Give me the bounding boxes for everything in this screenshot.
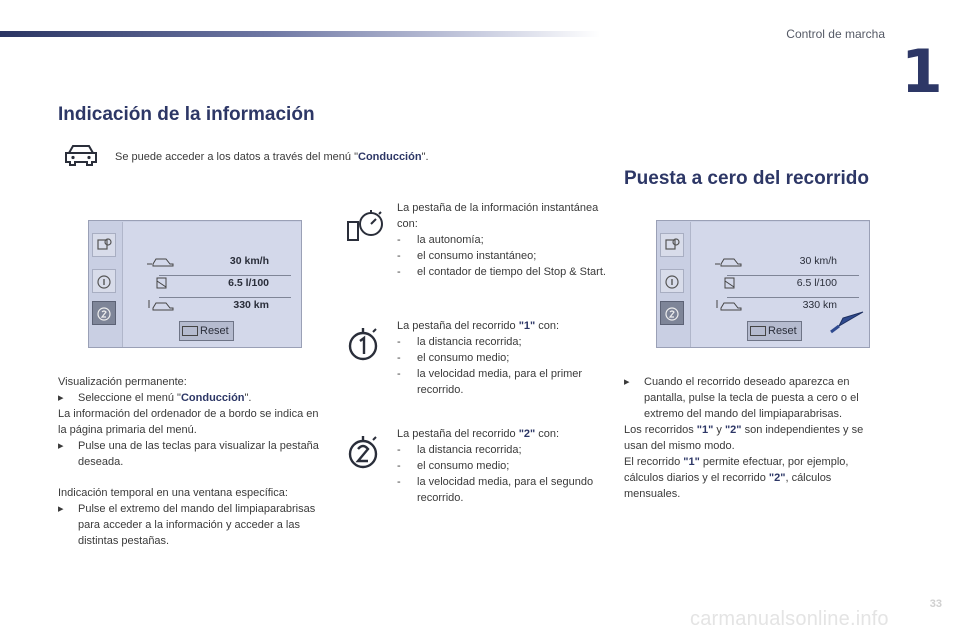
consumption-value: 6.5 l/100 [228,277,269,289]
tab-trip-1[interactable] [660,269,684,293]
permanent-heading: Visualización permanente: [58,376,187,388]
tab-trip-2-lead: La pestaña del recorrido "2" con: [397,428,560,440]
reset-label: Reset [768,325,797,337]
permanent-step-1: ▸ Seleccione el menú "Conducción". [58,392,252,404]
tab-trip-2[interactable] [660,301,684,325]
range-car-icon [715,298,745,312]
tab-instant-description [397,200,607,280]
trip-1-icon [93,270,115,292]
tab-instant-icon [93,234,115,256]
tab-instant-icon [661,234,683,256]
tab-trip-1-item: - la distancia recorrida; [397,336,522,348]
tab-instant[interactable] [92,233,116,257]
trips-usage-note: El recorrido "1" permite efectuar, por ejemplo, cálculos diarios y el recorrido "2", cálculos mensuales. [624,456,849,500]
temporary-heading: Indicación temporal en una ventana específica: [58,487,288,499]
row-consumption [701,274,859,296]
reset-icon [182,326,198,336]
row-speed [701,252,859,274]
car-icon [715,254,745,268]
tab-instant-lead: La pestaña de la información instantánea con: [397,202,599,230]
temporary-display-block [58,485,323,549]
fuel-icon [147,276,177,290]
tab-trip-1[interactable] [92,269,116,293]
tab-instant-item: - el consumo instantáneo; [397,250,537,262]
stopwatch-instant-icon [345,208,385,244]
speed-value: 30 km/h [799,255,837,267]
chapter-number: 1 [901,37,943,107]
reset-button[interactable] [179,321,234,341]
tab-trip-2[interactable] [92,301,116,325]
tab-trip-1-item: - la velocidad media, para el primer recorrido. [397,368,583,396]
stopwatch-trip-2-icon [346,434,380,470]
watermark: carmanualsonline.info [690,608,889,630]
tab-trip-2-item: - la velocidad media, para el segundo recorrido. [397,476,594,504]
fuel-icon [715,276,745,290]
row-speed [133,252,291,274]
trips-independent-note: Los recorridos "1" y "2" son independientes y se usan del mismo modo. [624,424,864,452]
car-menu-icon [63,143,99,167]
row-range [133,296,291,318]
running-header: Control de marcha [786,27,885,41]
tab-instant-item: - el contador de tiempo del Stop & Start. [397,266,606,278]
range-car-icon [147,298,177,312]
tab-trip-2-item: - el consumo medio; [397,460,510,472]
permanent-step-2: ▸ Pulse una de las teclas para visualizar la pestaña deseada. [58,440,319,468]
header-bar [0,31,600,37]
pointer-arrow-icon [829,310,865,334]
range-value: 330 km [233,299,269,311]
tab-instant[interactable] [660,233,684,257]
reset-button[interactable] [747,321,802,341]
trip-2-icon [93,302,115,324]
tab-trip-1-lead: La pestaña del recorrido "1" con: [397,320,560,332]
tab-trip-2-item: - la distancia recorrida; [397,444,522,456]
permanent-note: La información del ordenador de a bordo se indica en la página primaria del menú. [58,408,319,436]
tab-trip-1-description [397,318,607,398]
row-consumption [133,274,291,296]
page-number: 33 [929,598,942,610]
tab-trip-1-item: - el consumo medio; [397,352,510,364]
display-screen-right [656,220,870,348]
consumption-value: 6.5 l/100 [796,277,837,289]
screen-panel [690,222,869,347]
display-screen-left [88,220,302,348]
reset-label: Reset [200,325,229,337]
reset-step-1: ▸ Cuando el recorrido deseado aparezca en pantalla, pulse la tecla de puesta a cero o el extremo del mando del limpiaparabrisas. [624,376,859,420]
section-title-reset: Puesta a cero del recorrido [624,168,869,189]
reset-description [624,374,886,502]
intro-text: Se puede acceder a los datos a través del menú "Conducción". [115,151,429,163]
permanent-display-block [58,374,323,470]
section-title-information: Indicación de la información [58,104,315,125]
trip-1-icon [661,270,683,292]
stopwatch-trip-1-icon [346,326,380,362]
temporary-step-1: ▸ Pulse el extremo del mando del limpiaparabrisas para acceder a la información y acceder a las distintas pestañas. [58,503,316,547]
tab-instant-item: - la autonomía; [397,234,484,246]
trip-2-icon [661,302,683,324]
screen-panel [122,222,301,347]
reset-icon [750,326,766,336]
car-icon [147,254,177,268]
range-value: 330 km [802,299,837,311]
speed-value: 30 km/h [229,255,269,267]
tab-trip-2-description [397,426,607,506]
